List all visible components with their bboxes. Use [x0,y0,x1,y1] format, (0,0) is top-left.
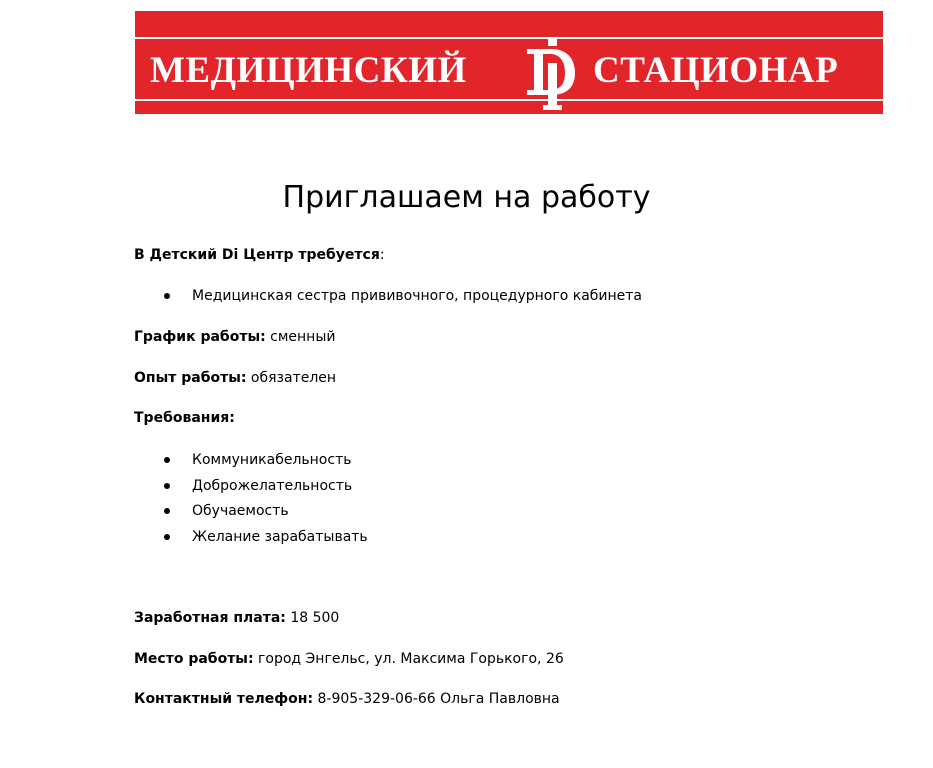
contact-value: 8-905-329-06-66 Ольга Павловна [313,691,560,707]
requirements-heading [134,408,235,428]
salary-value: 18 500 [285,610,340,626]
requirement-text: Желание зарабатывать [192,529,368,545]
bullet-icon [164,508,170,514]
intro-label: В Детский Di Центр требуется [134,247,380,263]
experience-value: обязателен [246,370,337,386]
schedule-label: График работы: [134,329,266,345]
bullet-icon [164,293,170,299]
requirement-text: Доброжелательность [192,478,353,494]
banner-bottom-rule [135,99,883,101]
contact-label: Контактный телефон: [134,691,314,707]
salary-line [134,608,339,628]
schedule-value: сменный [265,329,336,345]
header-banner [135,11,883,114]
banner-right-word: СТАЦИОНАР [593,50,839,91]
bullet-icon [164,457,170,463]
intro-line [134,245,385,265]
salary-label: Заработная плата: [134,610,286,626]
bullet-icon [164,534,170,540]
banner-band [135,39,883,99]
page-title: Приглашаем на работу [282,180,651,215]
location-label: Место работы: [134,651,254,667]
bullet-icon [164,483,170,489]
position-text: Медицинская сестра прививочного, процедурного кабинета [192,288,643,304]
location-value: город Энгельс, ул. Максима Горького, 26 [253,651,564,667]
banner-left-word: МЕДИЦИНСКИЙ [150,50,467,91]
experience-line [134,368,336,388]
location-line [134,649,564,669]
requirements-label: Требования: [134,410,235,426]
contact-line [134,689,560,709]
requirement-text: Коммуникабельность [192,452,352,468]
schedule-line [134,327,335,347]
requirement-text: Обучаемость [192,503,289,519]
experience-label: Опыт работы: [134,370,247,386]
intro-suffix: : [379,247,385,263]
di-logo-icon [521,27,585,115]
